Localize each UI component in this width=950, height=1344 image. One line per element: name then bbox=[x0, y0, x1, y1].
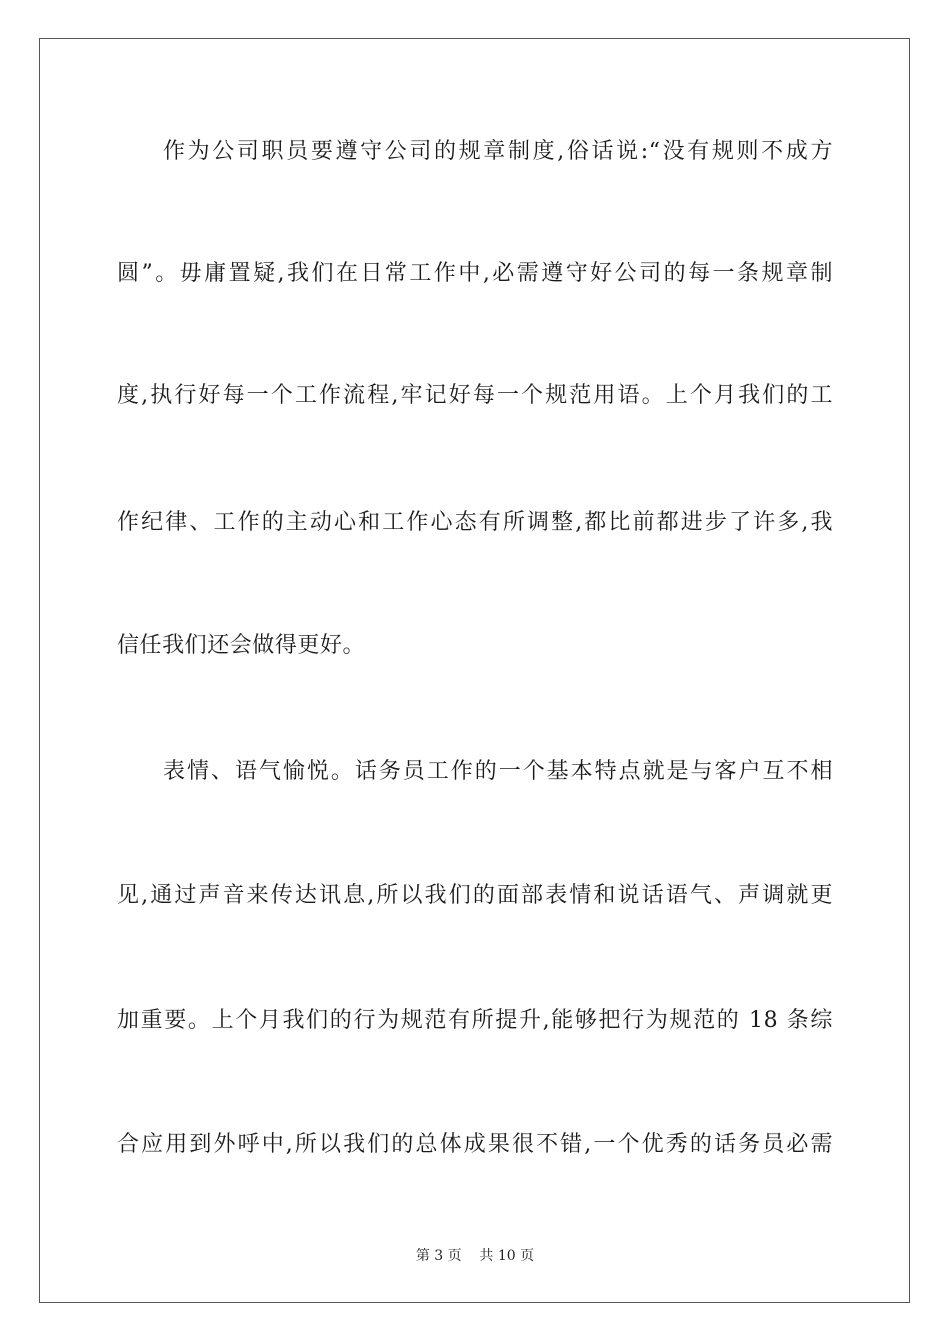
text-line: 作为公司职员要遵守公司的规章制度,俗话说:“没有规则不成方 bbox=[163, 139, 833, 164]
page-number: 第 3 页 共 10 页 bbox=[415, 1248, 535, 1264]
text-line: 表情、语气愉悦。话务员工作的一个基本特点就是与客户互不相 bbox=[163, 759, 833, 784]
text-line: 合应用到外呼中,所以我们的总体成果很不错,一个优秀的话务员必需 bbox=[117, 1132, 833, 1157]
text-line: 加重要。上个月我们的行为规范有所提升,能够把行为规范的 18 条综 bbox=[117, 1008, 833, 1033]
text-line: 作纪律、工作的主动心和工作心态有所调整,都比前都进步了许多,我 bbox=[117, 510, 833, 535]
text-line: 见,通过声音来传达讯息,所以我们的面部表情和说话语气、声调就更 bbox=[117, 883, 833, 908]
text-line: 圆”。毋庸置疑,我们在日常工作中,必需遵守好公司的每一条规章制 bbox=[117, 261, 833, 286]
page-border bbox=[39, 38, 910, 1303]
text-line: 度,执行好每一个工作流程,牢记好每一个规范用语。上个月我们的工 bbox=[117, 383, 833, 408]
text-line: 信任我们还会做得更好。 bbox=[117, 633, 366, 658]
